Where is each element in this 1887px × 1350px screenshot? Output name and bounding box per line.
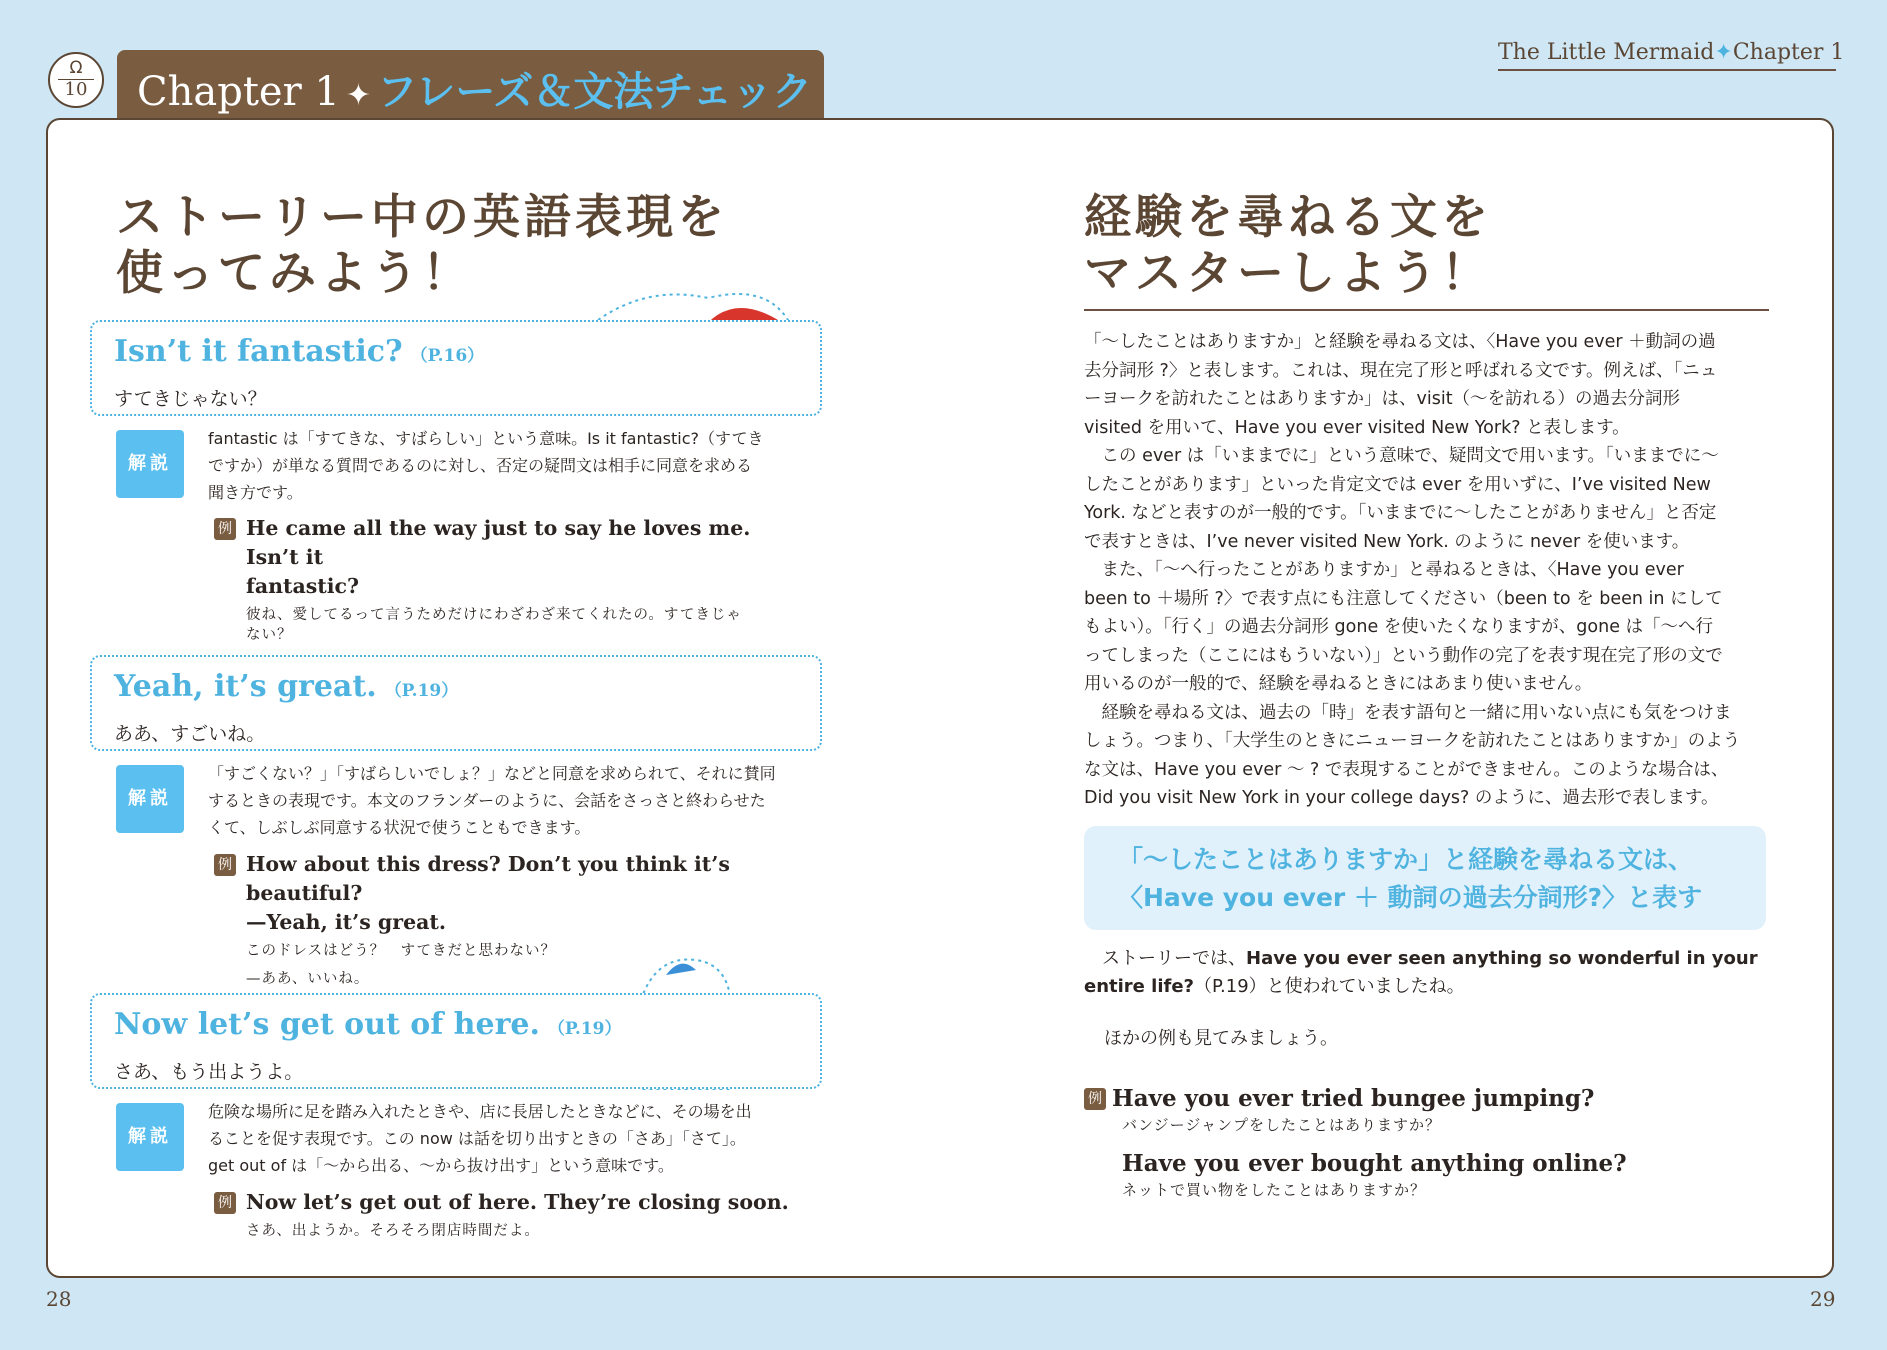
explanation-3 bbox=[208, 1098, 803, 1179]
explanation-1 bbox=[208, 425, 803, 506]
running-head bbox=[1498, 40, 1845, 71]
explanation-3-line: 危険な場所に足を踏み入れたときや、店に長居したときなどに、その場を出 bbox=[208, 1102, 752, 1121]
phrase-1-en-text: Isn’t it fantastic? bbox=[114, 334, 403, 369]
body-line: 去分詞形 ?〉と表します。これは、現在完了形と呼ばれる文です。例えば、「ニュ bbox=[1084, 360, 1718, 381]
more-examples-intro: ほかの例も見てみましょう。 bbox=[1104, 1028, 1338, 1049]
example-2-jp-line: —ああ、いいね。 bbox=[246, 971, 370, 987]
headphones-icon: Ω bbox=[69, 58, 83, 78]
body-line: 経験を尋ねる文は、過去の「時」を表す語句と一緒に用いない点にも気をつけま bbox=[1084, 702, 1732, 723]
explanation-1-line: ですか）が単なる質問であるのに対し、否定の疑問文は相手に同意を求める bbox=[208, 456, 753, 475]
explanation-2-line: くて、しぶしぶ同意する状況で使うこともできます。 bbox=[208, 818, 591, 837]
phrase-2-ref: （P.19） bbox=[384, 681, 459, 701]
right-headline bbox=[1084, 190, 1492, 302]
phrase-box-1 bbox=[90, 320, 822, 416]
example-3-jp-line: さあ、出ようか。そろそろ閉店時間だよ。 bbox=[246, 1223, 540, 1239]
right-example-1-en: Have you ever tried bungee jumping? bbox=[1112, 1085, 1595, 1112]
chapter-tab bbox=[117, 50, 824, 120]
phrase-box-2 bbox=[90, 655, 822, 751]
body-line: で表すときは、I’ve never visited New York. のように never を使います。 bbox=[1084, 531, 1690, 552]
phrase-box-3 bbox=[90, 993, 822, 1089]
example-1-jp-line: 彼ね、愛してるって言うためだけにわざわざ来てくれたの。すてきじゃ bbox=[246, 607, 742, 623]
body-line: Did you visit New York in your college days? のように、過去形で表します。 bbox=[1084, 788, 1719, 808]
summary-line1: 「～したことはありますか」と経験を尋ねる文は、 bbox=[1118, 845, 1694, 874]
headline-rule bbox=[1084, 309, 1769, 311]
track-number: 10 bbox=[58, 79, 94, 100]
explanation-1-line: fantastic は「すてきな、すばらしい」という意味。Is it fantastic?（すてき bbox=[208, 429, 764, 448]
explanation-1-line: 聞き方です。 bbox=[208, 483, 303, 502]
chapter-en: Chapter 1 bbox=[137, 69, 340, 115]
example-2-jp-line: このドレスはどう？ すてきだと思わない？ bbox=[246, 943, 556, 959]
right-example-2-en: Have you ever bought anything online? bbox=[1122, 1150, 1627, 1177]
right-headline-line2: マスターしよう！ bbox=[1084, 246, 1492, 301]
story-quote-2: entire life? bbox=[1084, 976, 1194, 997]
example-mark-icon: 例 bbox=[214, 518, 236, 540]
example-mark-icon: 例 bbox=[214, 854, 236, 876]
left-headline bbox=[116, 190, 728, 302]
explanation-2 bbox=[208, 760, 803, 841]
running-head-chapter: Chapter 1 bbox=[1732, 40, 1845, 65]
explanation-3-line: get out of は「～から出る、～から抜け出す」という意味です。 bbox=[208, 1156, 674, 1175]
body-line: な文は、Have you ever ～ ? で表現することができません。このような場合は、 bbox=[1084, 759, 1729, 780]
right-example-2-jp: ネットで買い物をしたことはありますか？ bbox=[1122, 1181, 1427, 1199]
phrase-3-jp: さあ、もう出ようよ。 bbox=[114, 1061, 304, 1083]
body-line: visited を用いて、Have you ever visited New York? と表します。 bbox=[1084, 417, 1630, 438]
story-suffix: （P.19）と使われていましたね。 bbox=[1193, 976, 1465, 997]
example-2-en-line: How about this dress? Don’t you think it’s beautiful? bbox=[246, 852, 730, 905]
phrase-1-en bbox=[114, 332, 798, 376]
story-prefix: ストーリーでは、 bbox=[1084, 948, 1246, 969]
story-quote-1: Have you ever seen anything so wonderful in your bbox=[1246, 948, 1758, 969]
explanation-badge-2: 解説 bbox=[116, 765, 184, 833]
example-2-en-line: —Yeah, it’s great. bbox=[246, 910, 446, 934]
summary-line2: 〈Have you ever ＋ 動詞の過去分詞形?〉と表す bbox=[1118, 883, 1703, 912]
audio-track-icon bbox=[48, 52, 104, 108]
body-line: また、「～へ行ったことがありますか」と尋ねるときは、〈Have you ever bbox=[1084, 560, 1684, 580]
phrase-2-jp: ああ、すごいね。 bbox=[114, 723, 266, 745]
star-icon: ✦ bbox=[345, 78, 371, 113]
left-headline-line2: 使ってみよう！ bbox=[116, 246, 473, 301]
example-3-en-line: Now let’s get out of here. They’re closing soon. bbox=[246, 1190, 789, 1214]
running-head-title: The Little Mermaid bbox=[1498, 40, 1715, 65]
explanation-badge-1: 解説 bbox=[116, 430, 184, 498]
phrase-1-ref: （P.16） bbox=[410, 346, 485, 366]
star-icon: ✦ bbox=[1714, 40, 1733, 65]
body-line: ってしまった（ここにはもういない）」という動作の完了を表す現在完了形の文で bbox=[1084, 645, 1723, 666]
body-line: York. などと表すのが一般的です。「いままでに～したことがありません」と否定 bbox=[1084, 503, 1717, 523]
page-number-right: 29 bbox=[1810, 1287, 1836, 1311]
summary-box bbox=[1084, 826, 1766, 930]
right-example-2 bbox=[1084, 1150, 1744, 1200]
example-1-en-line: He came all the way just to say he loves me. Isn’t it bbox=[246, 516, 751, 569]
body-line: been to ＋場所 ?〉で表す点にも注意してください（been to を been in にして bbox=[1084, 588, 1723, 609]
example-1-jp-line: ない？ bbox=[246, 627, 293, 643]
phrase-2-en-text: Yeah, it’s great. bbox=[114, 669, 377, 704]
body-line: もよい）。「行く」の過去分詞形 gone を使いたくなりますが、gone は「～へ行 bbox=[1084, 617, 1714, 637]
body-line: 「～したことはありますか」と経験を尋ねる文は、〈Have you ever ＋動詞の過 bbox=[1084, 332, 1716, 352]
body-line: したことがあります」といった肯定文では ever を用いずに、I’ve visited New bbox=[1084, 474, 1711, 495]
example-3 bbox=[214, 1188, 804, 1241]
right-example-1-jp: バンジージャンプをしたことはありますか？ bbox=[1122, 1116, 1442, 1134]
phrase-2-en bbox=[114, 667, 798, 711]
left-headline-line1: ストーリー中の英語表現を bbox=[116, 190, 728, 245]
chapter-jp-title: フレーズ＆文法チェック bbox=[377, 69, 813, 115]
body-line: 用いるのが一般的で、経験を尋ねるときにはあまり使いません。 bbox=[1084, 674, 1593, 694]
example-1 bbox=[214, 514, 804, 645]
body-line: この ever は「いままでに」という意味で、疑問文で用います。「いままでに～ bbox=[1084, 446, 1719, 466]
phrase-3-en bbox=[114, 1005, 798, 1049]
phrase-3-en-text: Now let’s get out of here. bbox=[114, 1007, 540, 1042]
right-example-1 bbox=[1084, 1085, 1744, 1135]
example-mark-icon: 例 bbox=[1084, 1088, 1106, 1110]
explanation-2-line: するときの表現です。本文のフランダーのように、会話をさっさと終わらせた bbox=[208, 791, 766, 810]
page-number-left: 28 bbox=[46, 1287, 72, 1311]
example-mark-icon: 例 bbox=[214, 1192, 236, 1214]
body-line: しょう。つまり、「大学生のときにニューヨークを訪れたことはありますか」のよう bbox=[1084, 731, 1741, 751]
explanation-2-line: 「すごくない？」「すばらしいでしょ？」などと同意を求められて、それに賛同 bbox=[208, 764, 776, 783]
body-line: ーヨークを訪れたことはありますか」は、visit（～を訪れる）の過去分詞形 bbox=[1084, 389, 1681, 409]
phrase-1-jp: すてきじゃない？ bbox=[114, 388, 267, 410]
example-1-en-line: fantastic? bbox=[246, 574, 360, 598]
right-headline-line1: 経験を尋ねる文を bbox=[1084, 190, 1492, 245]
explanation-badge-3: 解説 bbox=[116, 1103, 184, 1171]
explanation-3-line: ることを促す表現です。この now は話を切り出すときの「さあ」「さて」。 bbox=[208, 1129, 746, 1148]
grammar-body-text bbox=[1084, 328, 1767, 813]
phrase-3-ref: （P.19） bbox=[547, 1019, 622, 1039]
story-reference bbox=[1084, 945, 1769, 1001]
